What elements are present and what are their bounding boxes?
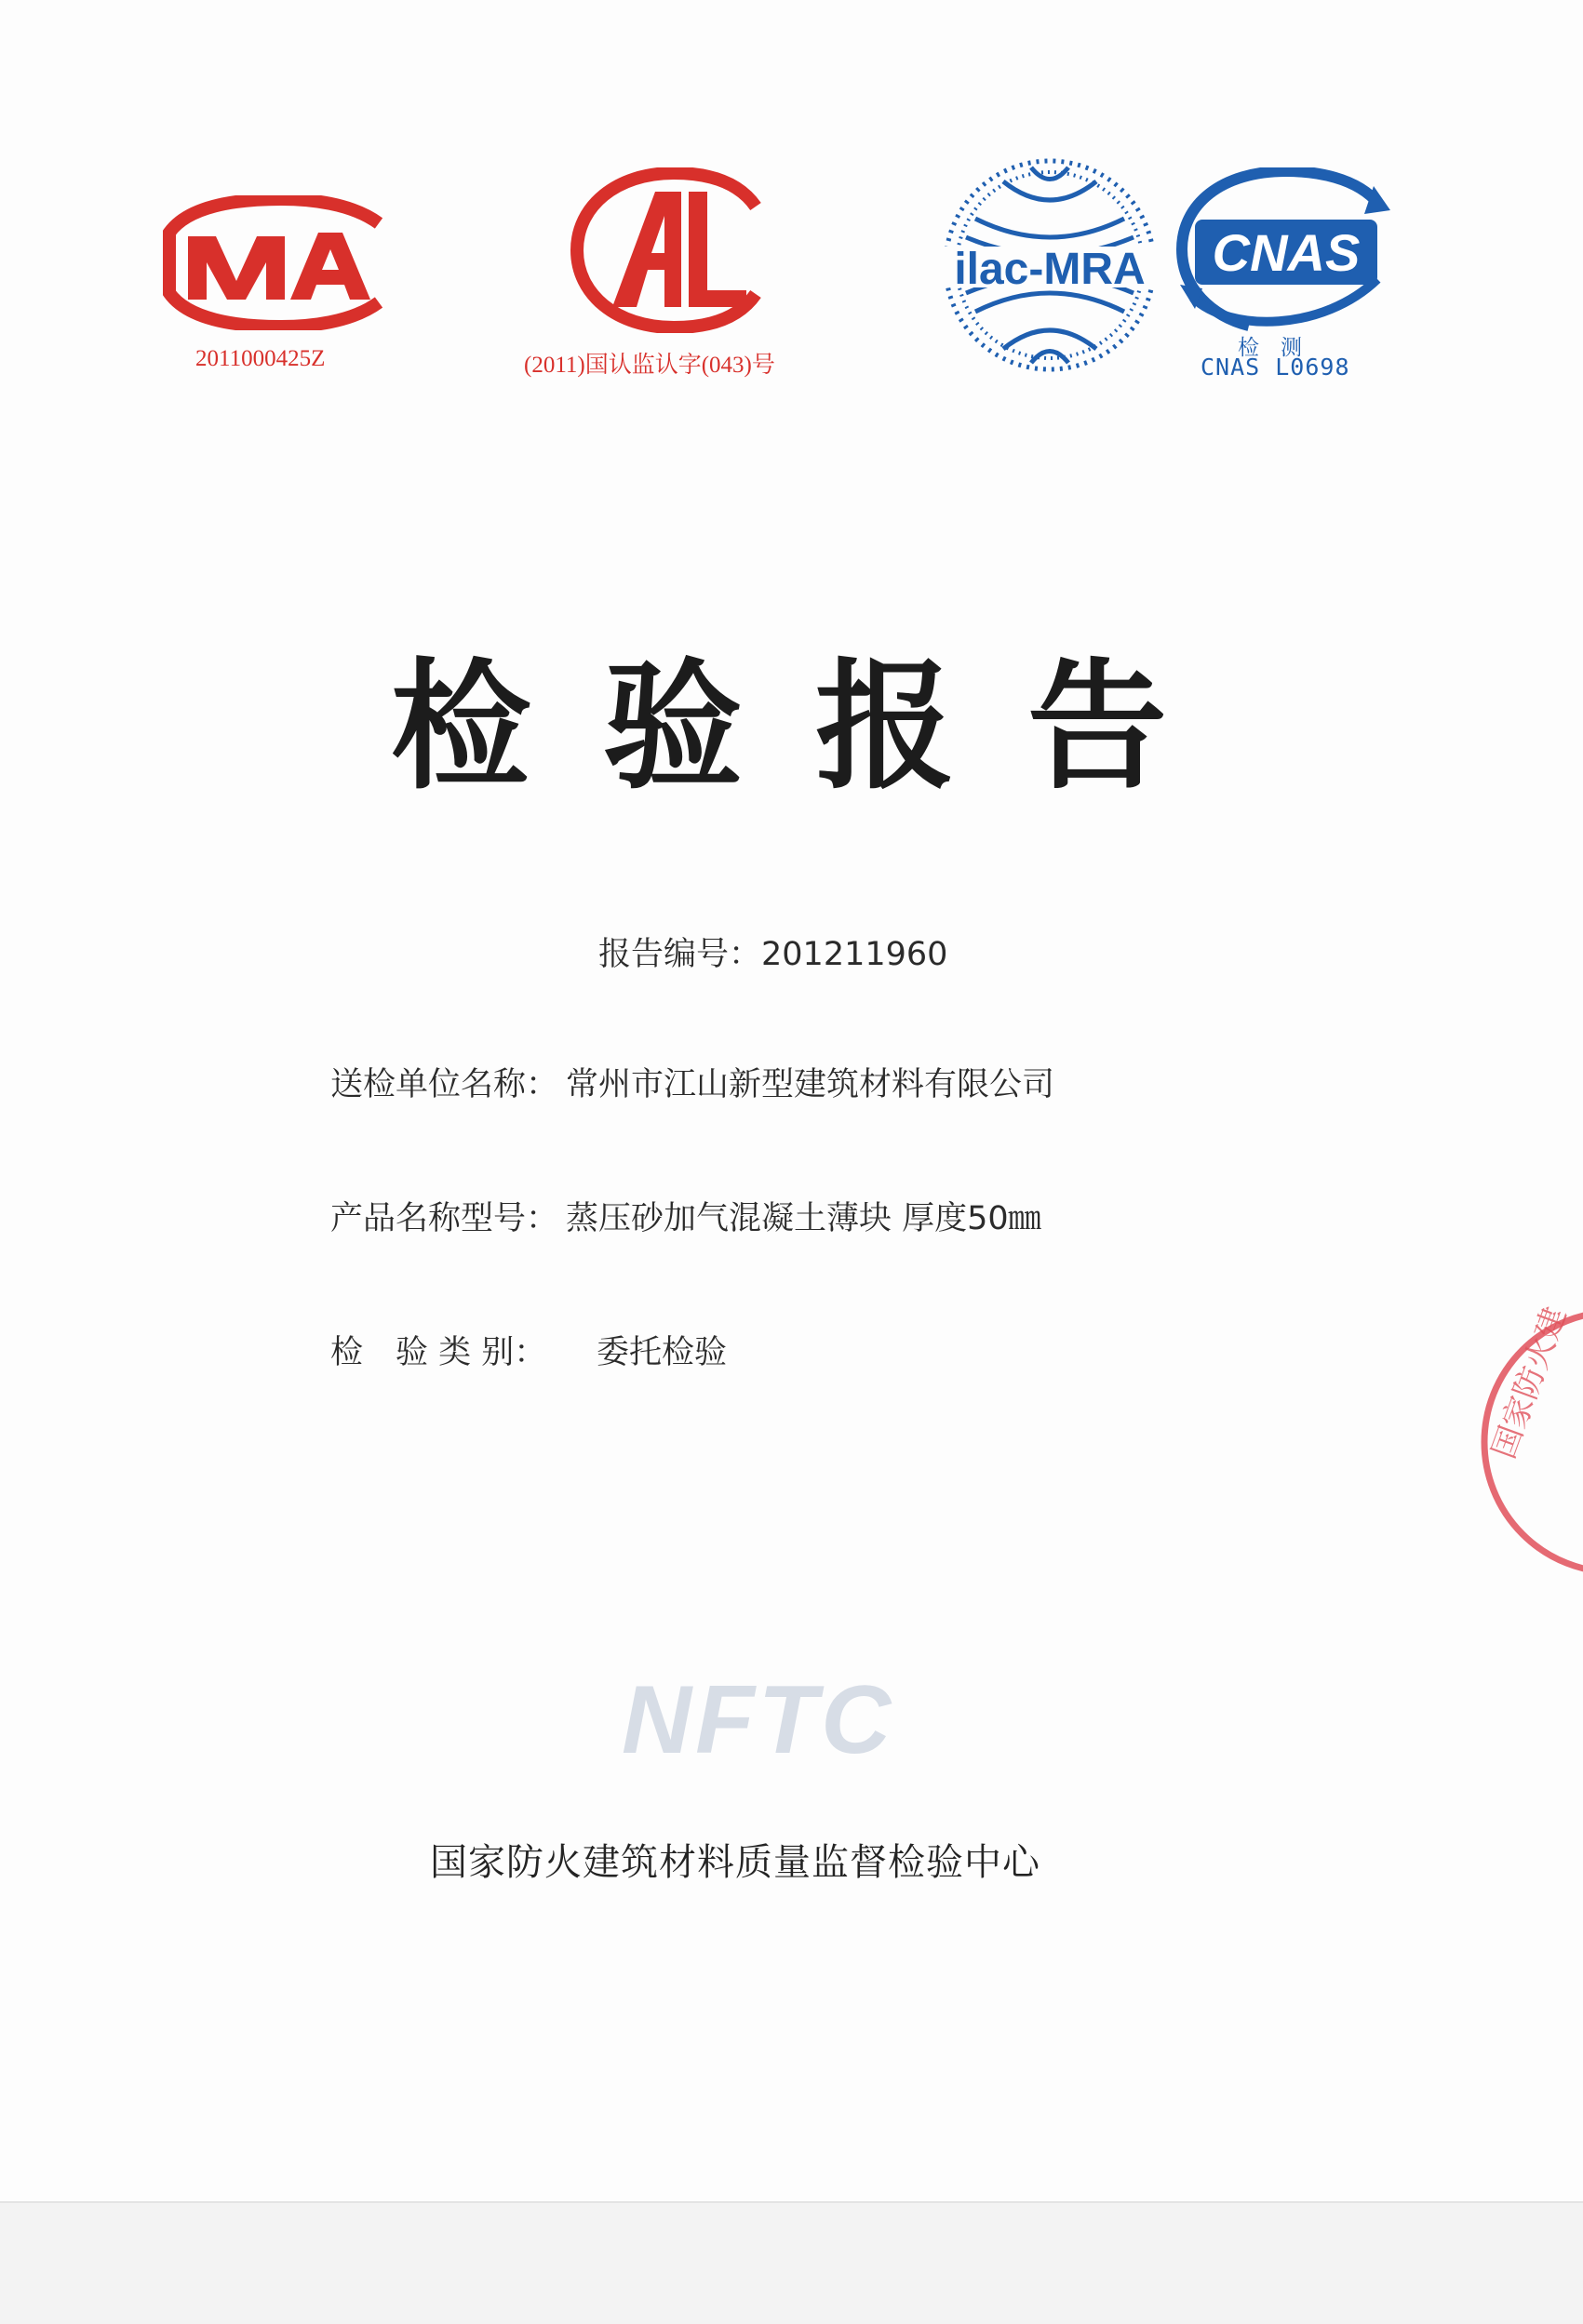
report-number: [598, 928, 947, 975]
svg-text:CNAS: CNAS: [1212, 223, 1361, 282]
field-value: 蒸压砂加气混凝土薄块 厚度50㎜: [566, 1200, 1041, 1237]
cma-logo: [160, 195, 402, 330]
scan-fold-area: [0, 2201, 1583, 2324]
cnas-emblem-icon: [1174, 167, 1398, 335]
official-stamp: [1475, 1302, 1583, 1582]
field-value: 委托检验: [597, 1334, 728, 1371]
cal-emblem-icon: [570, 167, 780, 333]
cnas-number: CNAS L0698: [1201, 354, 1350, 381]
nftc-watermark: NFTC: [622, 1666, 895, 1774]
svg-text:国家防火建: 国家防火建: [1484, 1302, 1575, 1464]
stamp-seal-icon: [1475, 1302, 1583, 1582]
cal-logo: [570, 167, 780, 333]
field-label: 送检单位名称：: [330, 1066, 559, 1103]
field-label: 检 验 类 别：: [330, 1334, 547, 1371]
field-value: 常州市江山新型建筑材料有限公司: [566, 1066, 1055, 1103]
field-label: 产品名称型号：: [330, 1200, 559, 1237]
field-sender: [330, 1059, 1054, 1105]
report-number-value: 201211960: [761, 936, 948, 973]
cma-number: 2011000425Z: [195, 346, 326, 371]
field-category: [330, 1327, 727, 1373]
issuing-organization: 国家防火建筑材料质量监督检验中心: [430, 1841, 1040, 1884]
report-number-label: 报告编号：: [598, 936, 762, 973]
ilac-globe-icon: [938, 154, 1161, 377]
ilac-mra-logo: [938, 154, 1161, 377]
svg-text:ilac-MRA: ilac-MRA: [954, 245, 1146, 294]
page-title: 检验报告: [391, 647, 1241, 808]
cnas-subtitle: 检 测: [1238, 336, 1302, 360]
cnas-logo: [1174, 167, 1398, 335]
field-product: [330, 1193, 1041, 1239]
cal-number: (2011)国认监认字(043)号: [524, 353, 775, 378]
cma-emblem-icon: [160, 195, 402, 330]
